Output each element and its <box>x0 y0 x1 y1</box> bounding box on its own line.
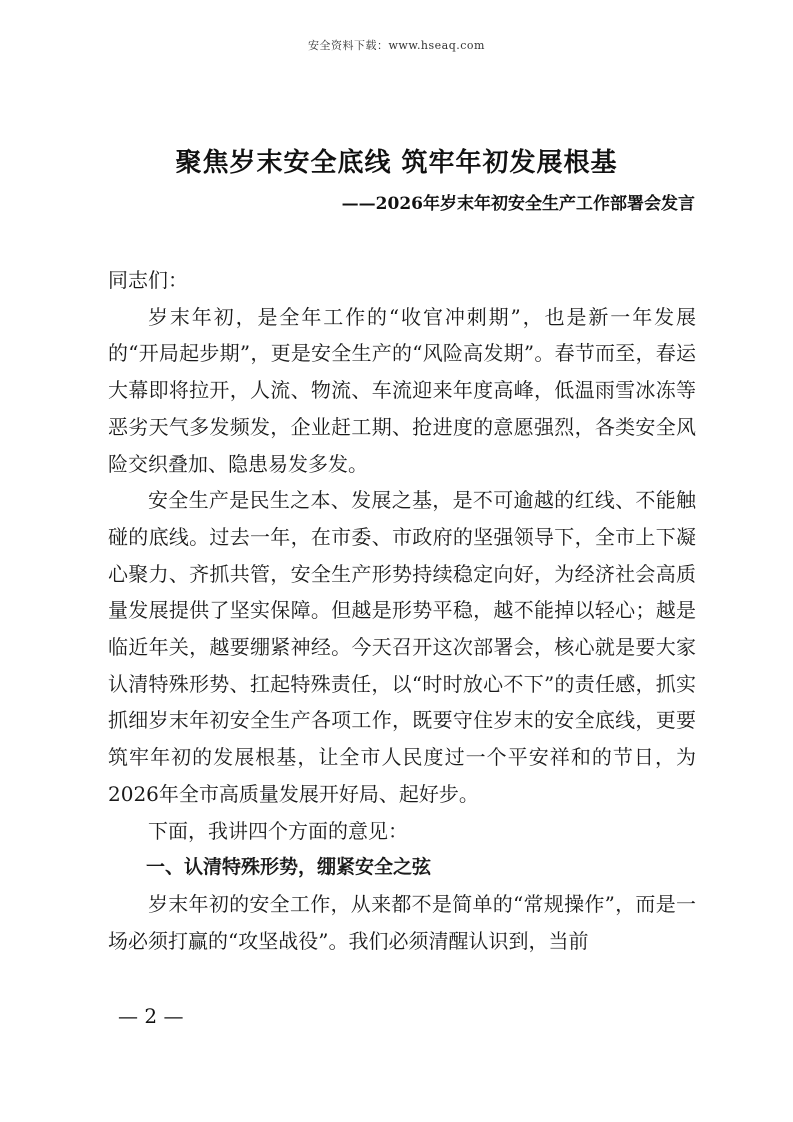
download-source-header: 安全资料下载：www.hseaq.com <box>308 39 485 52</box>
document-body <box>108 262 696 959</box>
paragraph-significance: 安全生产是民生之本、发展之基，是不可逾越的红线、不能触碰的底线。过去一年，在市委、市政府的坚强领导下，全市上下凝心聚力、齐抓共管，安全生产形势持续稳定向好，为经济社会高质量发展提供了坚实保障。但越是形势平稳，越不能掉以轻心；越是临近年关，越要绷紧神经。今天召开这次部署会，核心就是要大家认清特殊形势、扛起特殊责任，以“时时放心不下”的责任感，抓实抓细岁末年初安全生产各项工作，既要守住岁末的安全底线，更要筑牢年初的发展根基，让全市人民度过一个平安祥和的节日，为2026年全市高质量发展开好局、起好步。 <box>108 488 696 806</box>
section-heading-1: 一、认清特殊形势，绷紧安全之弦 <box>146 856 432 879</box>
salutation: 同志们： <box>108 268 188 292</box>
paragraph-section-1: 岁末年初的安全工作，从来都不是简单的“常规操作”，而是一场必须打赢的“攻坚战役”。我们必须清醒认识到，当前 <box>108 891 696 953</box>
paragraph-intro: 岁末年初，是全年工作的“收官冲刺期”，也是新一年发展的“开局起步期”，更是安全生产的“风险高发期”。春节而至，春运大幕即将拉开，人流、物流、车流迎来年度高峰，低温雨雪冰冻等恶劣天气多发频发，企业赶工期、抢进度的意愿强烈，各类安全风险交织叠加、隐患易发多发。 <box>108 304 696 476</box>
document-title: 聚焦岁末安全底线 筑牢年初发展根基 <box>175 148 618 178</box>
page-number: — 2 — <box>118 1004 184 1028</box>
document-subtitle: ——2026年岁末年初安全生产工作部署会发言 <box>341 194 695 214</box>
paragraph-outline: 下面，我讲四个方面的意见： <box>148 818 408 843</box>
